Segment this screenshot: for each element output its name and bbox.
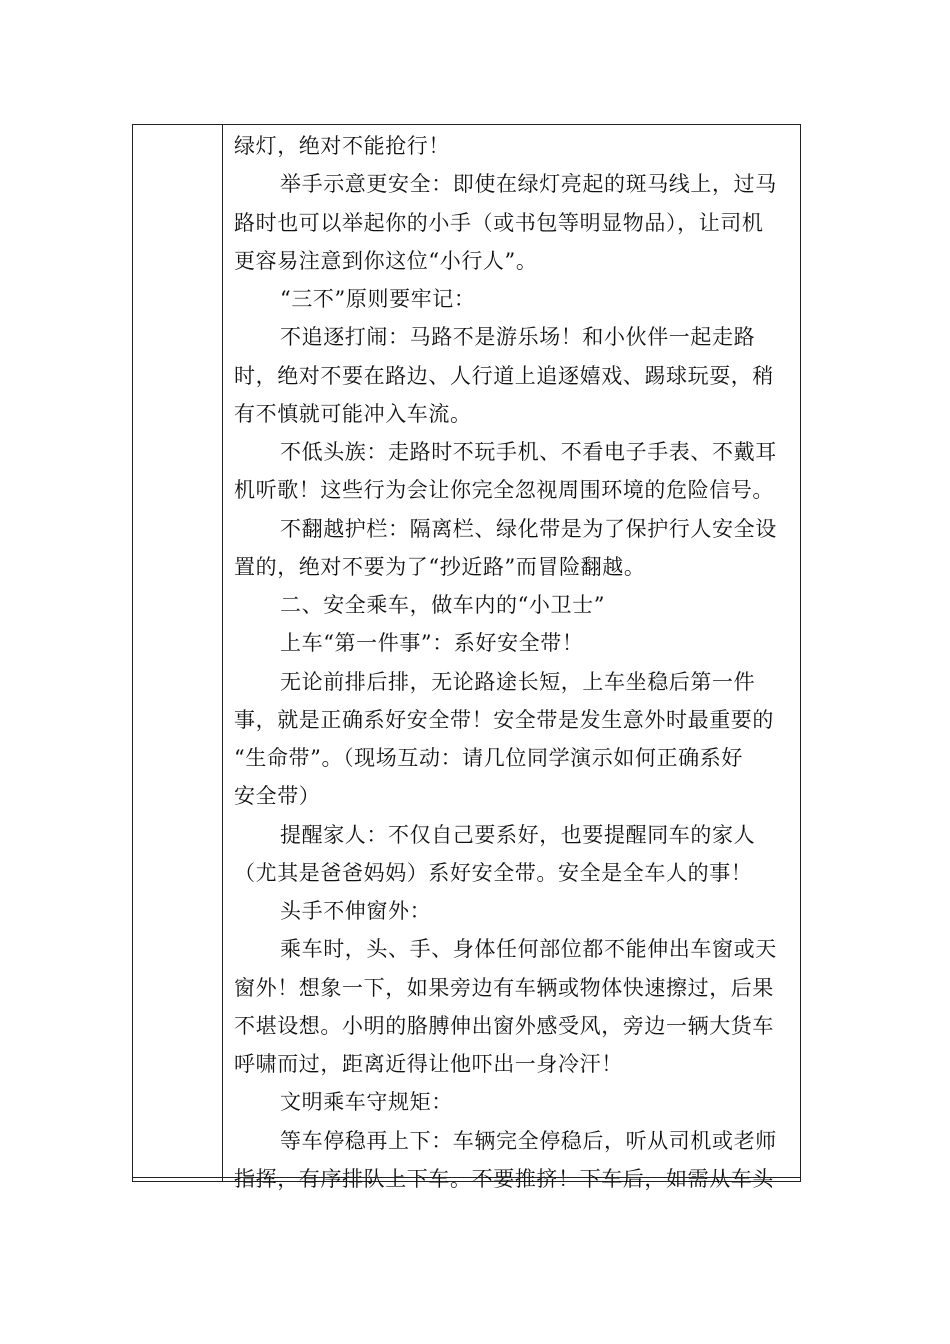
text-line: 上车“第一件事”：系好安全带！ [280,631,584,656]
text-line: 时，绝对不要在路边、人行道上追逐嬉戏、踢球玩耍，稍 [234,363,774,388]
text-line: 不翻越护栏：隔离栏、绿化带是为了保护行人安全设 [280,516,777,541]
text-line: 无论前排后排，无论路途长短，上车坐稳后第一件 [280,669,756,694]
lesson-table [132,124,801,1191]
text-line: 不追逐打闹：马路不是游乐场！和小伙伴一起走路 [280,325,756,350]
text-line: “生命带”。（现场互动：请几位同学演示如何正确系好 [234,746,743,770]
text-line: 路时也可以举起你的小手（或书包等明显物品），让司机 [234,210,764,235]
text-line: 文明乘车守规矩： [280,1090,453,1115]
text-line: 乘车时，头、手、身体任何部位都不能伸出车窗或天 [280,937,777,962]
text-line: 举手示意更安全：即使在绿灯亮起的斑马线上，过马 [280,172,777,197]
text-line: 头手不伸窗外： [280,899,432,923]
text-line: 绿灯，绝对不能抢行！ [234,134,450,158]
content-cell [224,125,802,1191]
text-line: 有不慎就可能冲入车流。 [234,401,472,426]
text-line: 呼啸而过，距离近得让他吓出一身冷汗！ [234,1052,623,1076]
text-line: 更容易注意到你这位“小行人”。 [234,248,538,273]
text-line: 置的，绝对不要为了“抄近路”而冒险翻越。 [234,554,646,579]
text-line: 机听歌！这些行为会让你完全忽视周围环境的危险信号。 [234,478,774,503]
text-line: 指挥，有序排队上下车。不要推挤！下车后，如需从车头 [234,1166,774,1191]
text-line: 不堪设想。小明的胳膊伸出窗外感受风，旁边一辆大货车 [234,1013,774,1038]
left-label-cell [133,125,223,1181]
text-line: “三不”原则要牢记： [280,287,476,311]
content-text [234,127,790,1198]
text-line: 安全带） [234,784,321,809]
text-line: 窗外！想象一下，如果旁边有车辆或物体快速擦过，后果 [234,975,774,1000]
text-line: 二、安全乘车，做车内的“小卫士” [280,593,606,617]
text-line: 等车停稳再上下：车辆完全停稳后，听从司机或老师 [280,1128,777,1153]
text-line: （尤其是爸爸妈妈）系好安全带。安全是全车人的事！ [234,860,753,885]
text-line: 不低头族：走路时不玩手机、不看电子手表、不戴耳 [280,440,777,464]
text-line: 提醒家人：不仅自己要系好，也要提醒同车的家人 [280,822,756,847]
text-line: 事，就是正确系好安全带！安全带是发生意外时最重要的 [234,707,774,732]
